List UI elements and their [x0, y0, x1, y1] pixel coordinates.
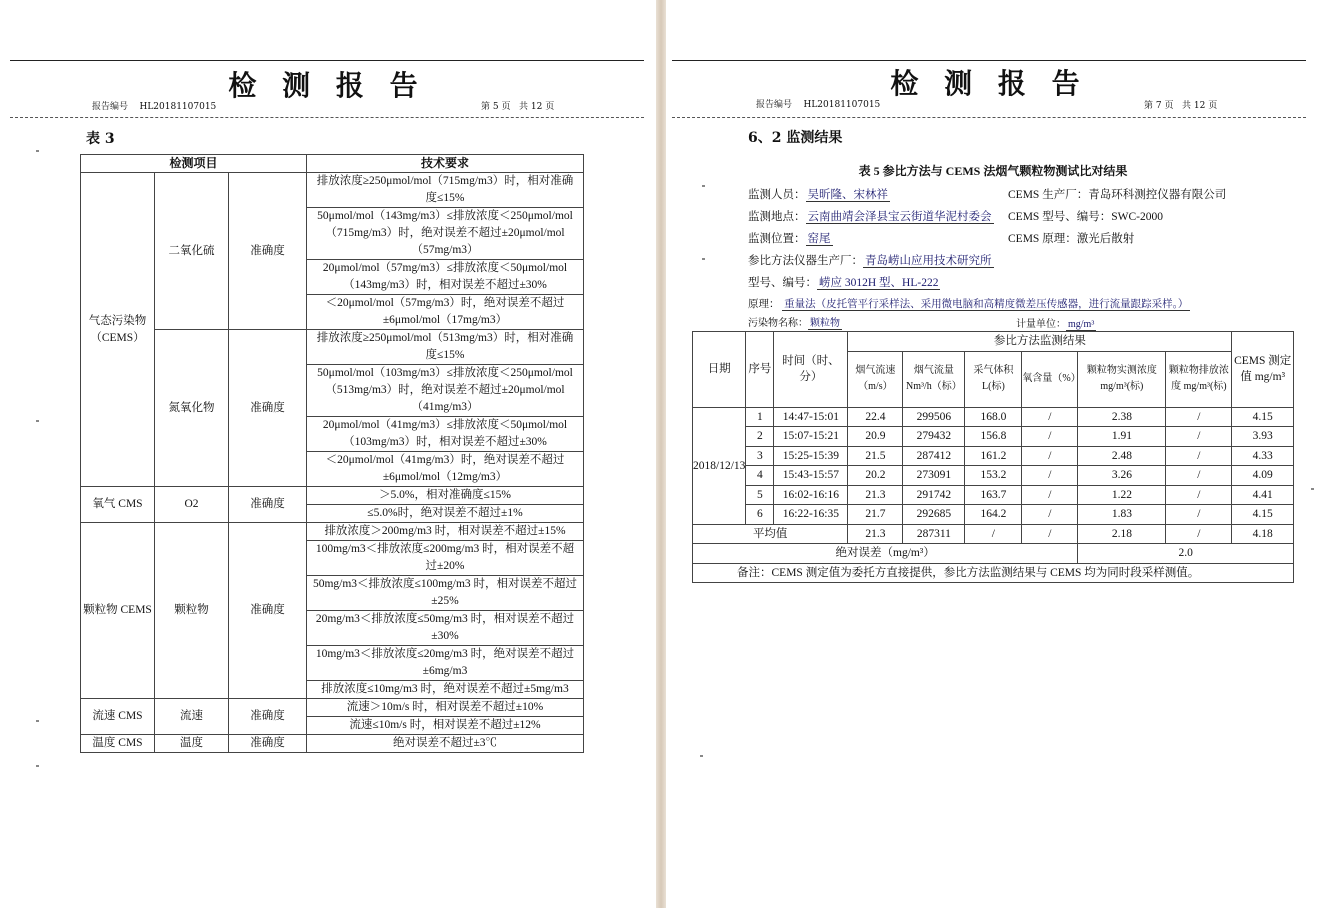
time-cell: 14:47-15:01 [774, 407, 848, 427]
group-pm: 颗粒物 CEMS [81, 523, 155, 699]
velocity-cell: 22.4 [848, 407, 903, 427]
cems-cell: 4.09 [1232, 466, 1294, 486]
average-row [693, 524, 1294, 544]
measured-cell: 2.48 [1078, 446, 1166, 466]
requirements-table [80, 154, 584, 753]
comparison-table [692, 331, 1294, 583]
measured-cell: 2.18 [1078, 524, 1166, 544]
req-cell: 50μmol/mol（103mg/m3）≤排放浓度＜250μmol/mol（513mg/m3）时，绝对误差不超过±20μmol/mol（41mg/m3） [307, 365, 584, 417]
seq-cell: 1 [746, 407, 774, 427]
volume-cell: 163.7 [965, 485, 1022, 505]
req-cell: 20mg/m3＜排放浓度≤50mg/m3 时，相对误差不超过±30% [307, 611, 584, 646]
col-oxygen: 氧含量（%） [1022, 351, 1078, 407]
seq-cell: 6 [746, 505, 774, 525]
flow-cell: 287311 [903, 524, 965, 544]
header-rule [672, 60, 1306, 61]
cems-cell: 3.93 [1232, 427, 1294, 447]
item-temp: 温度 [155, 735, 229, 753]
scan-speck [36, 765, 39, 767]
time-cell: 16:22-16:35 [774, 505, 848, 525]
scan-speck [36, 420, 39, 422]
req-cell: 20μmol/mol（57mg/m3）≤排放浓度＜50μmol/mol（143mg/m3）时，相对误差不超过±30% [307, 260, 584, 295]
req-cell: ≤5.0%时，绝对误差不超过±1% [307, 505, 584, 523]
oxygen-cell: / [1022, 446, 1078, 466]
flow-cell: 292685 [903, 505, 965, 525]
req-cell: ＜20μmol/mol（41mg/m3）时，绝对误差不超过±6μmol/mol（12mg/m3） [307, 452, 584, 487]
scan-speck [702, 258, 705, 260]
report-title: 检 测 报 告 [890, 67, 1088, 100]
cems-cell: 4.41 [1232, 485, 1294, 505]
req-cell: 流速＞10m/s 时，相对误差不超过±10% [307, 699, 584, 717]
oxygen-cell: / [1022, 524, 1078, 544]
cems-cell: 4.18 [1232, 524, 1294, 544]
oxygen-cell: / [1022, 485, 1078, 505]
velocity-cell: 21.7 [848, 505, 903, 525]
col-emission: 颗粒物排放浓度 mg/m³(标) [1166, 351, 1232, 407]
info-maker: CEMS 生产厂：青岛环科测控仪器有限公司 [1008, 189, 1227, 201]
item-flow: 流速 [155, 699, 229, 735]
req-cell: 绝对误差不超过±3℃ [307, 735, 584, 753]
velocity-cell: 21.5 [848, 446, 903, 466]
report-number: 报告编号 HL20181107015 [92, 102, 217, 112]
abs-error-value: 2.0 [1078, 544, 1294, 564]
velocity-cell: 20.9 [848, 427, 903, 447]
req-cell: 50μmol/mol（143mg/m3）≤排放浓度＜250μmol/mol（715mg/m3）时，绝对误差不超过±20μmol/mol（57mg/m3） [307, 208, 584, 260]
table5-title: 表 5 参比方法与 CEMS 法烟气颗粒物测试比对结果 [858, 164, 1128, 178]
metric-accuracy: 准确度 [229, 735, 307, 753]
cems-cell: 4.15 [1232, 407, 1294, 427]
report-number: 报告编号 HL20181107015 [756, 100, 881, 110]
item-pm: 颗粒物 [155, 523, 229, 699]
emission-cell: / [1166, 407, 1232, 427]
table-row [693, 485, 1294, 505]
metric-accuracy: 准确度 [229, 330, 307, 487]
volume-cell: 164.2 [965, 505, 1022, 525]
table-row [693, 466, 1294, 486]
group-gas: 气态污染物（CEMS） [81, 173, 155, 487]
col-velocity: 烟气流速（m/s） [848, 351, 903, 407]
req-cell: 10mg/m3＜排放浓度≤20mg/m3 时，绝对误差不超过±6mg/m3 [307, 646, 584, 681]
metric-accuracy: 准确度 [229, 173, 307, 330]
info-pollutant: 污染物名称： 颗粒物 [748, 318, 840, 329]
oxygen-cell: / [1022, 427, 1078, 447]
col-ref-group: 参比方法监测结果 [848, 332, 1232, 352]
header-item: 检测项目 [81, 155, 307, 173]
date-cell: 2018/12/13 [693, 407, 746, 524]
report-title: 检 测 报 告 [228, 69, 426, 102]
req-cell: ＞5.0%，相对准确度≤15% [307, 487, 584, 505]
col-seq: 序号 [746, 332, 774, 408]
page-number: 第 7 页 共 12 页 [1144, 101, 1218, 111]
info-unit: 计量单位： mg/m³ [1016, 319, 1095, 330]
emission-cell: / [1166, 524, 1232, 544]
time-cell: 15:25-15:39 [774, 446, 848, 466]
req-cell: 50mg/m3＜排放浓度≤100mg/m3 时，相对误差不超过±25% [307, 576, 584, 611]
info-model: CEMS 型号、编号：SWC-2000 [1008, 211, 1163, 223]
seq-cell: 3 [746, 446, 774, 466]
scan-speck [36, 720, 39, 722]
item-nox: 氮氧化物 [155, 330, 229, 487]
info-method: 原理： 重量法（皮托管平行采样法、采用微电脑和高精度微差压传感器，进行流量跟踪采样。） [748, 299, 1189, 310]
metric-accuracy: 准确度 [229, 523, 307, 699]
volume-cell: 156.8 [965, 427, 1022, 447]
req-cell: 100mg/m3＜排放浓度≤200mg/m3 时，相对误差不超过±20% [307, 541, 584, 576]
measured-cell: 3.26 [1078, 466, 1166, 486]
req-cell: 流速≤10m/s 时，相对误差不超过±12% [307, 717, 584, 735]
measured-cell: 1.22 [1078, 485, 1166, 505]
time-cell: 15:43-15:57 [774, 466, 848, 486]
report-page-5 [0, 0, 656, 908]
info-ref-model: 型号、编号： 崂应 3012H 型、HL-222 [748, 277, 939, 289]
req-cell: ＜20μmol/mol（57mg/m3）时，绝对误差不超过±6μmol/mol（17mg/m3） [307, 295, 584, 330]
info-principle: CEMS 原理：激光后散射 [1008, 233, 1135, 245]
col-cems: CEMS 测定值 mg/m³ [1232, 332, 1294, 408]
metric-accuracy: 准确度 [229, 699, 307, 735]
flow-cell: 291742 [903, 485, 965, 505]
col-volume: 采气体积 L(标) [965, 351, 1022, 407]
group-temp: 温度 CMS [81, 735, 155, 753]
volume-cell: 161.2 [965, 446, 1022, 466]
page-gutter [656, 0, 666, 908]
header-subrule [672, 117, 1306, 118]
page-number: 第 5 页 共 12 页 [481, 102, 555, 112]
header-subrule [10, 117, 644, 118]
cems-cell: 4.33 [1232, 446, 1294, 466]
emission-cell: / [1166, 427, 1232, 447]
note-row [693, 563, 1294, 583]
info-site: 监测地点： 云南曲靖会泽县宝云街道华泥村委会 [748, 211, 992, 223]
measured-cell: 1.91 [1078, 427, 1166, 447]
emission-cell: / [1166, 466, 1232, 486]
req-cell: 排放浓度≤10mg/m3 时，绝对误差不超过±5mg/m3 [307, 681, 584, 699]
volume-cell: 153.2 [965, 466, 1022, 486]
table-header-row [81, 155, 584, 173]
section-heading: 6、2 监测结果 [748, 130, 843, 146]
group-flow: 流速 CMS [81, 699, 155, 735]
seq-cell: 4 [746, 466, 774, 486]
col-measured: 颗粒物实测浓度 mg/m³(标) [1078, 351, 1166, 407]
emission-cell: / [1166, 485, 1232, 505]
measured-cell: 2.38 [1078, 407, 1166, 427]
info-position: 监测位置： 窑尾 [748, 233, 831, 245]
scan-speck [702, 185, 705, 187]
table-note: 备注：CEMS 测定值为委托方直接提供，参比方法监测结果与 CEMS 均为同时段采样测值。 [693, 563, 1294, 583]
emission-cell: / [1166, 505, 1232, 525]
req-cell: 20μmol/mol（41mg/m3）≤排放浓度＜50μmol/mol（103mg/m3）时，相对误差不超过±30% [307, 417, 584, 452]
abs-error-row [693, 544, 1294, 564]
cems-cell: 4.15 [1232, 505, 1294, 525]
seq-cell: 2 [746, 427, 774, 447]
oxygen-cell: / [1022, 505, 1078, 525]
scan-speck [1311, 488, 1314, 490]
req-cell: 排放浓度＞200mg/m3 时，相对误差不超过±15% [307, 523, 584, 541]
table-row [693, 427, 1294, 447]
volume-cell: 168.0 [965, 407, 1022, 427]
col-date: 日期 [693, 332, 746, 408]
item-o2: O2 [155, 487, 229, 523]
info-ref-maker: 参比方法仪器生产厂： 青岛崂山应用技术研究所 [748, 255, 992, 267]
flow-cell: 287412 [903, 446, 965, 466]
velocity-cell: 21.3 [848, 485, 903, 505]
metric-accuracy: 准确度 [229, 487, 307, 523]
avg-label: 平均值 [693, 524, 848, 544]
table-row [693, 446, 1294, 466]
oxygen-cell: / [1022, 466, 1078, 486]
scan-speck [700, 755, 703, 757]
col-flow: 烟气流量 Nm³/h（标） [903, 351, 965, 407]
time-cell: 15:07-15:21 [774, 427, 848, 447]
table-caption: 表 3 [86, 131, 115, 147]
header-req: 技术要求 [307, 155, 584, 173]
velocity-cell: 21.3 [848, 524, 903, 544]
oxygen-cell: / [1022, 407, 1078, 427]
col-time: 时间（时、分） [774, 332, 848, 408]
flow-cell: 279432 [903, 427, 965, 447]
req-cell: 排放浓度≥250μmol/mol（715mg/m3）时，相对准确度≤15% [307, 173, 584, 208]
table-row [693, 407, 1294, 427]
item-so2: 二氧化硫 [155, 173, 229, 330]
table-row [693, 505, 1294, 525]
emission-cell: / [1166, 446, 1232, 466]
velocity-cell: 20.2 [848, 466, 903, 486]
scan-speck [36, 150, 39, 152]
volume-cell: / [965, 524, 1022, 544]
seq-cell: 5 [746, 485, 774, 505]
measured-cell: 1.83 [1078, 505, 1166, 525]
req-cell: 排放浓度≥250μmol/mol（513mg/m3）时，相对准确度≤15% [307, 330, 584, 365]
info-staff: 监测人员： 吴昕隆、宋林祥 [748, 189, 888, 201]
group-o2: 氧气 CMS [81, 487, 155, 523]
header-rule [10, 60, 644, 61]
flow-cell: 299506 [903, 407, 965, 427]
flow-cell: 273091 [903, 466, 965, 486]
time-cell: 16:02-16:16 [774, 485, 848, 505]
abs-error-label: 绝对误差（mg/m³） [693, 544, 1078, 564]
